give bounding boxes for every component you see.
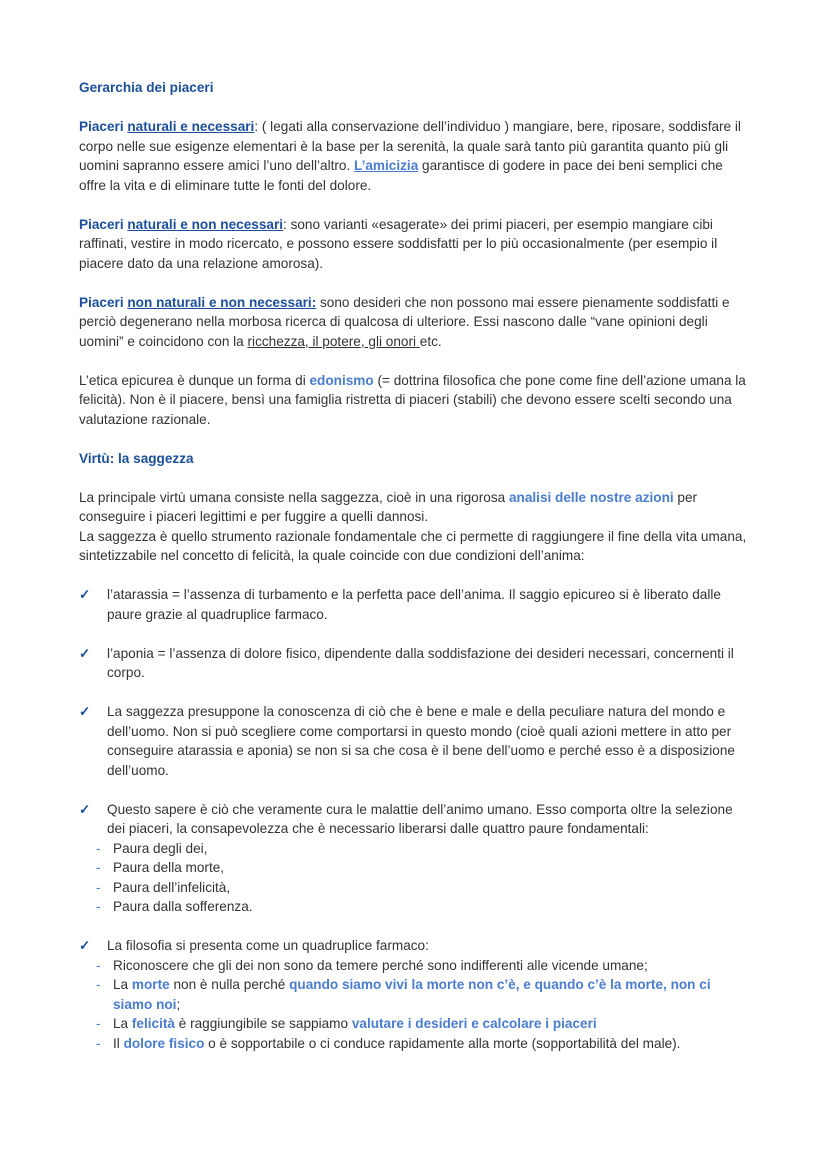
text-segment: sono desideri che non possono mai essere pienamente soddisfatti e perciò degenerano nella morbosa ricerca di qualcosa di ulteriore. Essi nascono dalle “vane opinioni degli uomini” e coincidono con la	[79, 294, 730, 349]
text-segment: o è sopportabile o ci conduce rapidamente alla morte (sopportabilità del male).	[204, 1035, 681, 1051]
text-segment: : sono varianti «esagerate» dei primi piaceri, per esempio mangiare cibi raffinati, vestire in modo ricercato, e possono essere soddisfatti per lo più occasionalmente (per esempio il piacere dato da una relazione amorosa).	[79, 216, 718, 271]
text-segment: non è nulla perché	[169, 977, 290, 992]
heading-block	[79, 78, 751, 98]
checklist-item	[79, 800, 751, 917]
highlighted-text: quando siamo vivi la morte non c’è, e quando c’è la morte, non ci siamo noi	[113, 977, 711, 1012]
text-segment: La principale virtù umana consiste nella saggezza, cioè in una rigorosa	[79, 489, 509, 505]
highlighted-text: Piaceri	[79, 119, 128, 134]
heading-block	[79, 449, 751, 469]
text-segment: L’etica epicurea è dunque un forma di	[79, 372, 310, 388]
highlighted-text: L’amicizia	[354, 158, 419, 173]
text-segment: Paura della morte,	[113, 860, 225, 875]
sub-list-item	[79, 878, 751, 898]
text-segment: ;	[176, 996, 181, 1012]
check-icon: ✓	[79, 801, 91, 817]
dash-icon: -	[96, 957, 101, 973]
text-segment: Riconoscere che gli dei non sono da temere perché sono indifferenti alle vicende umane;	[113, 957, 648, 973]
highlighted-text: dolore fisico	[123, 1035, 205, 1051]
dash-icon: -	[96, 840, 101, 856]
dash-icon: -	[96, 977, 101, 992]
check-icon: ✓	[79, 704, 91, 719]
text-segment: Paura degli dei,	[113, 840, 208, 856]
section-heading: Gerarchia dei piaceri	[79, 80, 214, 95]
paragraph	[79, 371, 751, 430]
highlighted-text: naturali e necessari	[127, 119, 255, 134]
paragraph	[79, 215, 751, 274]
sub-list-item	[79, 858, 751, 878]
text-segment: La saggezza è quello strumento razionale fondamentale che ci permette di raggiungere il fine della vita umana, sintetizzabile nel concetto di felicità, la quale coincide con due condizioni dell’anima:	[79, 528, 747, 563]
text-segment: garantisce di godere in pace dei beni semplici che offre la vita e di eliminare tutte le fonti del dolore.	[79, 158, 723, 193]
highlighted-text: analisi delle nostre azioni	[508, 489, 674, 505]
checklist-item	[79, 585, 751, 624]
highlighted-text: edonismo	[309, 372, 374, 388]
highlighted-text: naturali e non necessari	[127, 216, 284, 232]
text-segment: etc.	[419, 333, 442, 349]
dash-icon: -	[96, 879, 101, 895]
sub-list-item	[79, 1034, 751, 1054]
text-segment: La	[113, 1016, 132, 1031]
text-segment: La	[113, 977, 132, 992]
text-segment: è raggiungibile se sappiamo	[174, 1016, 352, 1031]
text-segment: (= dottrina filosofica che pone come fine dell’azione umana la felicità). Non è il piacere, bensì una famiglia ristretta di piaceri (stabili) che devono essere scelti secondo una valutazione razionale.	[79, 372, 746, 427]
check-icon: ✓	[79, 645, 91, 661]
checklist-item	[79, 936, 751, 1053]
dash-icon: -	[96, 1016, 101, 1031]
dash-icon: -	[96, 899, 101, 914]
text-segment: Paura dalla sofferenza.	[113, 899, 253, 914]
paragraph	[79, 293, 751, 352]
sub-list-item	[79, 839, 751, 859]
section-heading: Virtù: la saggezza	[79, 450, 194, 466]
paragraph	[79, 117, 751, 195]
sub-list-item	[79, 1014, 751, 1034]
sub-list-item	[79, 897, 751, 917]
check-icon: ✓	[79, 938, 91, 953]
text-segment: La saggezza presuppone la conoscenza di ciò che è bene e male e della peculiare natura del mondo e dell’uomo. Non si può scegliere come comportarsi in questo mondo (cioè quali azioni mettere in atto per conseguire atarassia e aponia) se non si sa che cosa è il bene dell’uomo e perché esso è a disposizione dell’uomo.	[107, 704, 735, 778]
dash-icon: -	[96, 1035, 101, 1051]
text-segment: per conseguire i piaceri legittimi e per fuggire a quelli dannosi.	[79, 489, 698, 524]
highlighted-text: morte	[131, 977, 170, 992]
sub-list-item	[79, 956, 751, 976]
text-segment: l’atarassia = l’assenza di turbamento e la perfetta pace dell’anima. Il saggio epicureo si è liberato dalle paure grazie al quadruplice farmaco.	[107, 587, 721, 622]
paragraph	[79, 488, 751, 566]
highlighted-text: Piaceri	[79, 216, 128, 232]
checklist-item	[79, 702, 751, 780]
dash-icon: -	[96, 860, 101, 875]
highlighted-text: ricchezza, il potere, gli onori	[247, 333, 420, 349]
highlighted-text: Piaceri	[79, 294, 128, 310]
check-icon: ✓	[79, 587, 91, 602]
highlighted-text: felicità	[131, 1016, 175, 1031]
text-segment: La filosofia si presenta come un quadruplice farmaco:	[107, 938, 429, 953]
text-segment: Questo sapere è ciò che veramente cura le malattie dell’animo umano. Esso comporta oltre la selezione dei piaceri, la consapevolezza che è necessario liberarsi dalle quattro paure fondamentali:	[107, 801, 733, 836]
checklist-item	[79, 644, 751, 683]
highlighted-text: valutare i desideri e calcolare i piaceri	[351, 1016, 597, 1031]
text-segment: Paura dell’infelicità,	[113, 879, 231, 895]
document-page	[79, 78, 751, 1073]
highlighted-text: non naturali e non necessari:	[127, 294, 317, 310]
text-segment: : ( legati alla conservazione dell’individuo ) mangiare, bere, riposare, soddisfare il corpo nelle sue esigenze elementari è la base per la serenità, la quale sarà tanto più garantita quanto più gli uomini sapranno essere amici l’uno dell’altro.	[79, 119, 741, 173]
sub-list-item	[79, 975, 751, 1014]
text-segment: Il	[113, 1035, 124, 1051]
text-segment: l’aponia = l’assenza di dolore fisico, dipendente dalla soddisfazione dei desideri necessari, concernenti il corpo.	[107, 645, 734, 680]
